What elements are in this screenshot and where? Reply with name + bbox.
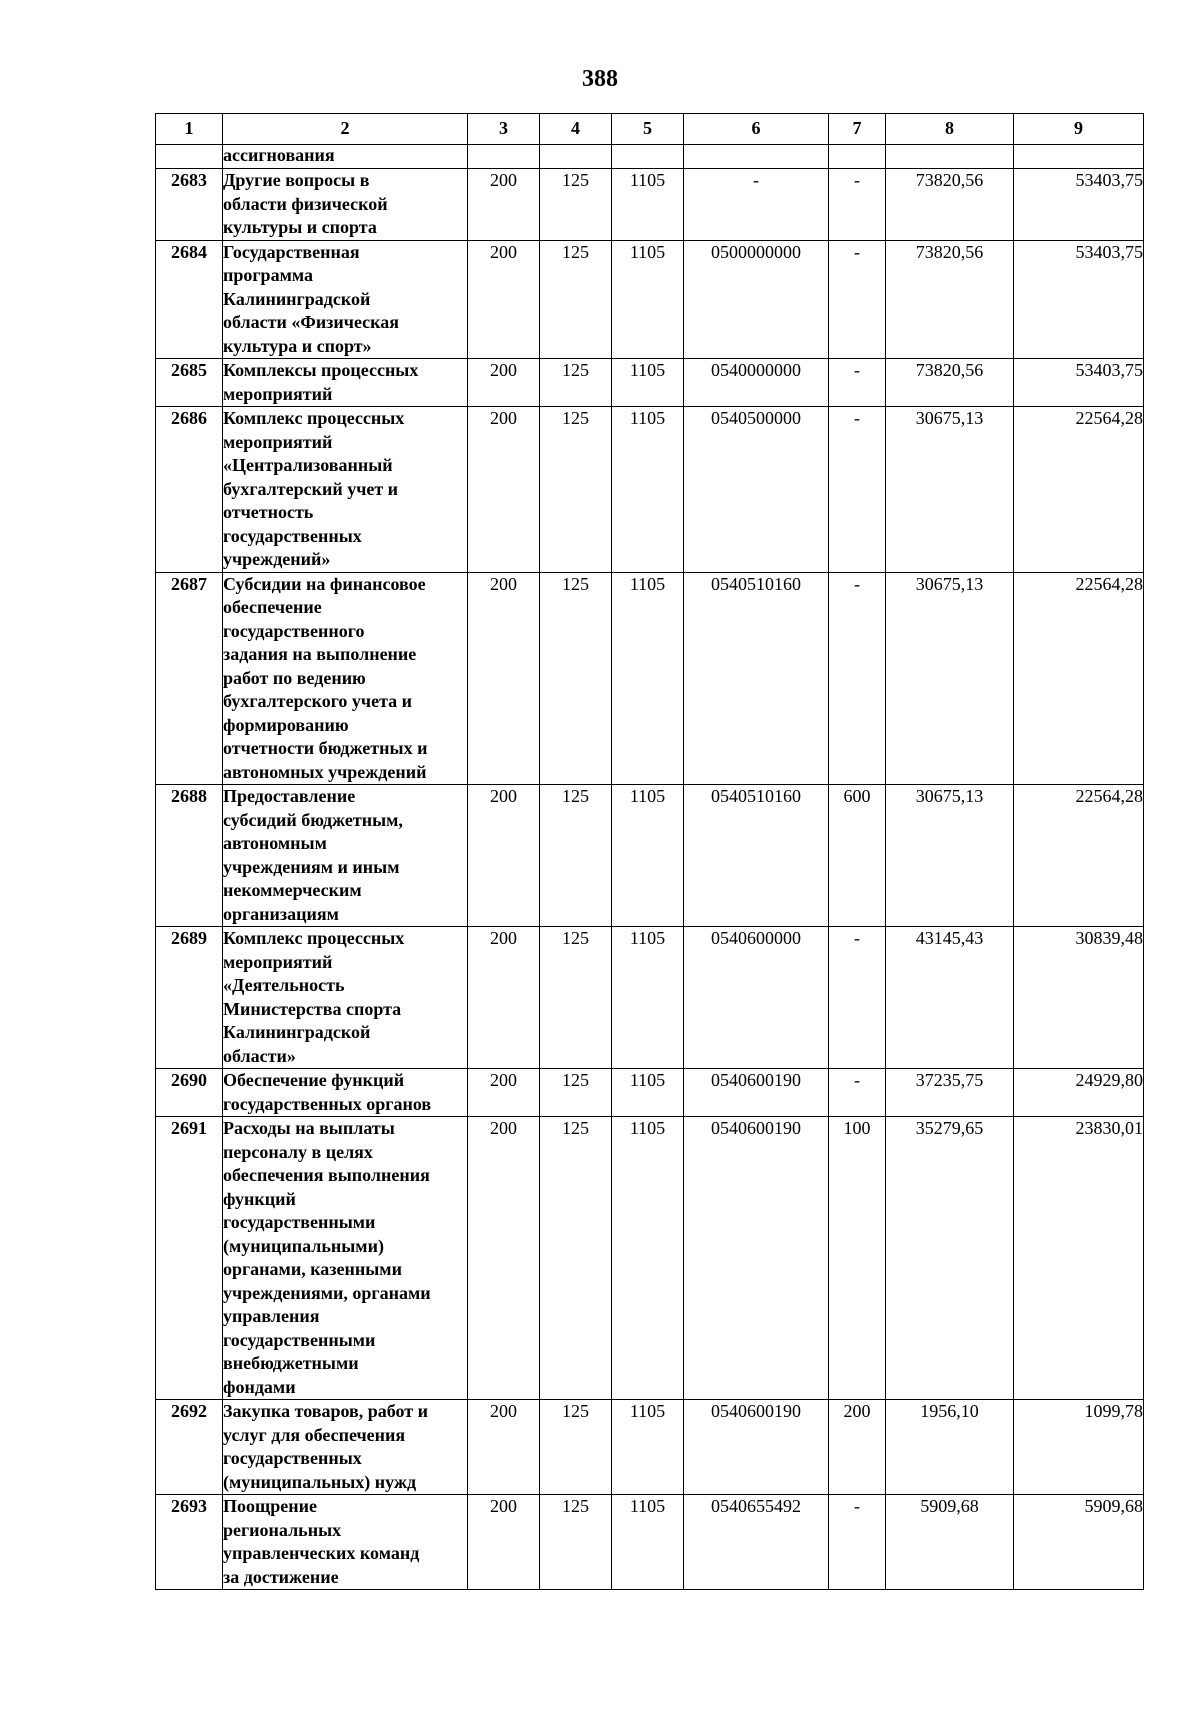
table-row	[156, 1495, 1144, 1590]
code-col-4: 125	[540, 927, 612, 1069]
row-name-line: государственного	[223, 620, 365, 641]
row-name-line: Закупка товаров, работ и	[223, 1401, 428, 1421]
row-number: 2689	[156, 927, 223, 1069]
row-name-line: Субсидии на финансовое	[223, 573, 426, 594]
code-col-4: 125	[540, 572, 612, 785]
row-name-line: внебюджетными	[223, 1353, 359, 1373]
code-col-3: 200	[468, 572, 540, 785]
code-col-6: 0540510160	[684, 785, 829, 927]
row-name-line: обеспечения выполнения	[223, 1165, 430, 1185]
row-name-line: государственными	[223, 1212, 376, 1232]
row-name-line: Обеспечение функций	[223, 1070, 405, 1090]
table-row	[156, 169, 1144, 241]
row-name-line: Другие вопросы в	[223, 170, 370, 190]
table-row	[156, 1400, 1144, 1495]
row-name-line: задания на выполнение	[223, 644, 417, 664]
row-name-line: формированию	[223, 714, 349, 735]
code-col-3: 200	[468, 407, 540, 573]
code-col-5: 1105	[612, 1069, 684, 1117]
code-col-6: 0500000000	[684, 240, 829, 359]
code-col-7: -	[829, 407, 886, 573]
row-name-line: учреждений»	[223, 549, 331, 569]
row-name-line: «Централизованный	[223, 455, 393, 475]
amount-col-9: 53403,75	[1014, 169, 1144, 241]
code-col-5: 1105	[612, 407, 684, 573]
code-col-3: 200	[468, 1400, 540, 1495]
code-col-3: 200	[468, 927, 540, 1069]
row-name-line: некоммерческим	[223, 880, 362, 900]
code-col-3: 200	[468, 1069, 540, 1117]
amount-col-9: 5909,68	[1014, 1495, 1144, 1590]
code-col-5: 1105	[612, 572, 684, 785]
amount-col-9: 23830,01	[1014, 1117, 1144, 1400]
row-name-line: (муниципальными)	[223, 1235, 384, 1256]
code-col-4: 125	[540, 1400, 612, 1495]
row-name-line: работ по ведению	[223, 667, 366, 688]
row-number: 2688	[156, 785, 223, 927]
code-col-4: 125	[540, 169, 612, 241]
amount-col-9: 30839,48	[1014, 927, 1144, 1069]
amount-col-8: 30675,13	[886, 572, 1014, 785]
code-col-7: -	[829, 572, 886, 785]
row-name-line: региональных	[223, 1519, 342, 1540]
row-name-line: функций	[223, 1188, 296, 1209]
page-number: 388	[582, 66, 618, 92]
amount-col-9: 53403,75	[1014, 359, 1144, 407]
row-name-line: культуры и спорта	[223, 217, 377, 237]
row-name	[223, 785, 468, 927]
row-name-line: Калининградской	[223, 1022, 371, 1042]
code-col-3: 200	[468, 1495, 540, 1590]
code-col-7: 200	[829, 1400, 886, 1495]
code-col-7: -	[829, 1495, 886, 1590]
code-col-6: 0540600190	[684, 1069, 829, 1117]
code-col-7: -	[829, 240, 886, 359]
code-col-3: 200	[468, 785, 540, 927]
amount-col-9: 22564,28	[1014, 572, 1144, 785]
row-name-line: фондами	[223, 1376, 296, 1397]
amount-col-9: 53403,75	[1014, 240, 1144, 359]
row-name-line: области «Физическая	[223, 312, 399, 332]
table-row	[156, 407, 1144, 573]
row-name-line: Поощрение	[223, 1496, 317, 1516]
column-header: 2	[223, 114, 468, 145]
code-col-6: 0540510160	[684, 572, 829, 785]
row-name-line: за достижение	[223, 1566, 339, 1587]
code-col-6: 0540500000	[684, 407, 829, 573]
row-name-line: субсидий бюджетным,	[223, 809, 403, 830]
row-name-line: автономных учреждений	[223, 761, 427, 782]
code-col-6: 0540000000	[684, 359, 829, 407]
code-col-3: 200	[468, 1117, 540, 1400]
row-name-line: Государственная	[223, 241, 360, 262]
amount-col-9: 1099,78	[1014, 1400, 1144, 1495]
row-name-line: Комплекс процессных	[223, 928, 405, 948]
row-name-line: культура и спорт»	[223, 335, 372, 356]
row-number: 2685	[156, 359, 223, 407]
column-header: 7	[829, 114, 886, 145]
amount-col-8: 73820,56	[886, 169, 1014, 241]
row-name-line: Расходы на выплаты	[223, 1118, 395, 1138]
row-number: 2687	[156, 572, 223, 785]
code-col-6: 0540600190	[684, 1117, 829, 1400]
row-name	[223, 572, 468, 785]
row-number: 2691	[156, 1117, 223, 1400]
code-col-7: -	[829, 359, 886, 407]
table-row	[156, 240, 1144, 359]
row-name-line: Комплексы процессных	[223, 360, 419, 380]
table-row	[156, 927, 1144, 1069]
row-name-line: области»	[223, 1045, 296, 1066]
row-name-line: отчетность	[223, 502, 314, 522]
row-name-line: организациям	[223, 903, 339, 924]
code-col-6: 0540655492	[684, 1495, 829, 1590]
row-name	[223, 359, 468, 407]
code-col-4: 125	[540, 1495, 612, 1590]
table-row	[156, 785, 1144, 927]
row-number: 2692	[156, 1400, 223, 1495]
column-header: 6	[684, 114, 829, 145]
header-row	[156, 114, 1144, 145]
budget-table	[155, 113, 1144, 1590]
row-name-line: области физической	[223, 193, 388, 214]
row-name	[223, 169, 468, 241]
row-name-line: мероприятий	[223, 383, 333, 404]
amount-col-9: 22564,28	[1014, 785, 1144, 927]
table-row	[156, 359, 1144, 407]
amount-col-8: 43145,43	[886, 927, 1014, 1069]
code-col-5: 1105	[612, 1117, 684, 1400]
row-name-line: Министерства спорта	[223, 998, 402, 1019]
amount-col-9: 24929,80	[1014, 1069, 1144, 1117]
code-col-4: 125	[540, 1117, 612, 1400]
continuation-row	[156, 145, 1144, 169]
row-number: 2683	[156, 169, 223, 241]
row-name-line: органами, казенными	[223, 1259, 402, 1279]
row-name-line: Калининградской	[223, 288, 371, 309]
code-col-5: 1105	[612, 1400, 684, 1495]
row-name-line: государственных	[223, 1448, 362, 1468]
code-col-4: 125	[540, 407, 612, 573]
continuation-text: ассигнования	[223, 145, 468, 169]
row-name-line: программа	[223, 265, 313, 285]
row-name-line: государственными	[223, 1329, 376, 1350]
code-col-6: 0540600000	[684, 927, 829, 1069]
code-col-6: -	[684, 169, 829, 241]
row-name-line: обеспечение	[223, 597, 322, 617]
column-header: 8	[886, 114, 1014, 145]
amount-col-8: 73820,56	[886, 359, 1014, 407]
code-col-7: -	[829, 1069, 886, 1117]
code-col-4: 125	[540, 359, 612, 407]
row-name	[223, 407, 468, 573]
row-number: 2684	[156, 240, 223, 359]
amount-col-8: 5909,68	[886, 1495, 1014, 1590]
amount-col-8: 35279,65	[886, 1117, 1014, 1400]
table-row	[156, 1069, 1144, 1117]
code-col-4: 125	[540, 1069, 612, 1117]
row-name-line: Предоставление	[223, 786, 356, 806]
column-header: 5	[612, 114, 684, 145]
column-header: 4	[540, 114, 612, 145]
amount-col-8: 37235,75	[886, 1069, 1014, 1117]
table-row	[156, 1117, 1144, 1400]
amount-col-8: 30675,13	[886, 407, 1014, 573]
code-col-7: 600	[829, 785, 886, 927]
row-name	[223, 1495, 468, 1590]
column-header: 3	[468, 114, 540, 145]
table-row	[156, 572, 1144, 785]
code-col-5: 1105	[612, 1495, 684, 1590]
row-name-line: мероприятий	[223, 431, 333, 452]
code-col-3: 200	[468, 240, 540, 359]
amount-col-8: 30675,13	[886, 785, 1014, 927]
code-col-5: 1105	[612, 240, 684, 359]
code-col-7: -	[829, 169, 886, 241]
column-header: 9	[1014, 114, 1144, 145]
code-col-6: 0540600190	[684, 1400, 829, 1495]
row-name-line: автономным	[223, 833, 327, 853]
row-name	[223, 1400, 468, 1495]
code-col-5: 1105	[612, 927, 684, 1069]
code-col-5: 1105	[612, 169, 684, 241]
row-name-line: мероприятий	[223, 951, 333, 972]
row-number: 2686	[156, 407, 223, 573]
row-name-line: бухгалтерского учета и	[223, 691, 413, 711]
code-col-4: 125	[540, 240, 612, 359]
row-name-line: отчетности бюджетных и	[223, 738, 428, 758]
code-col-5: 1105	[612, 785, 684, 927]
amount-col-8: 73820,56	[886, 240, 1014, 359]
code-col-4: 125	[540, 785, 612, 927]
row-name	[223, 927, 468, 1069]
row-name	[223, 1117, 468, 1400]
code-col-3: 200	[468, 359, 540, 407]
row-name-line: учреждениям и иным	[223, 856, 400, 877]
row-name-line: бухгалтерский учет и	[223, 478, 399, 499]
row-name	[223, 1069, 468, 1117]
row-name-line: «Деятельность	[223, 975, 345, 995]
amount-col-8: 1956,10	[886, 1400, 1014, 1495]
row-name-line: учреждениями, органами	[223, 1282, 431, 1303]
code-col-5: 1105	[612, 359, 684, 407]
row-name	[223, 240, 468, 359]
row-name-line: управления	[223, 1306, 320, 1326]
column-header: 1	[156, 114, 223, 145]
code-col-7: -	[829, 927, 886, 1069]
row-name-line: услуг для обеспечения	[223, 1424, 406, 1445]
row-number: 2690	[156, 1069, 223, 1117]
row-name-line: государственных	[223, 525, 362, 546]
row-number: 2693	[156, 1495, 223, 1590]
row-name-line: государственных органов	[223, 1093, 432, 1114]
code-col-3: 200	[468, 169, 540, 241]
row-name-line: управленческих команд	[223, 1543, 420, 1563]
row-name-line: (муниципальных) нужд	[223, 1471, 417, 1492]
row-name-line: Комплекс процессных	[223, 408, 405, 428]
amount-col-9: 22564,28	[1014, 407, 1144, 573]
code-col-7: 100	[829, 1117, 886, 1400]
row-name-line: персоналу в целях	[223, 1141, 373, 1162]
